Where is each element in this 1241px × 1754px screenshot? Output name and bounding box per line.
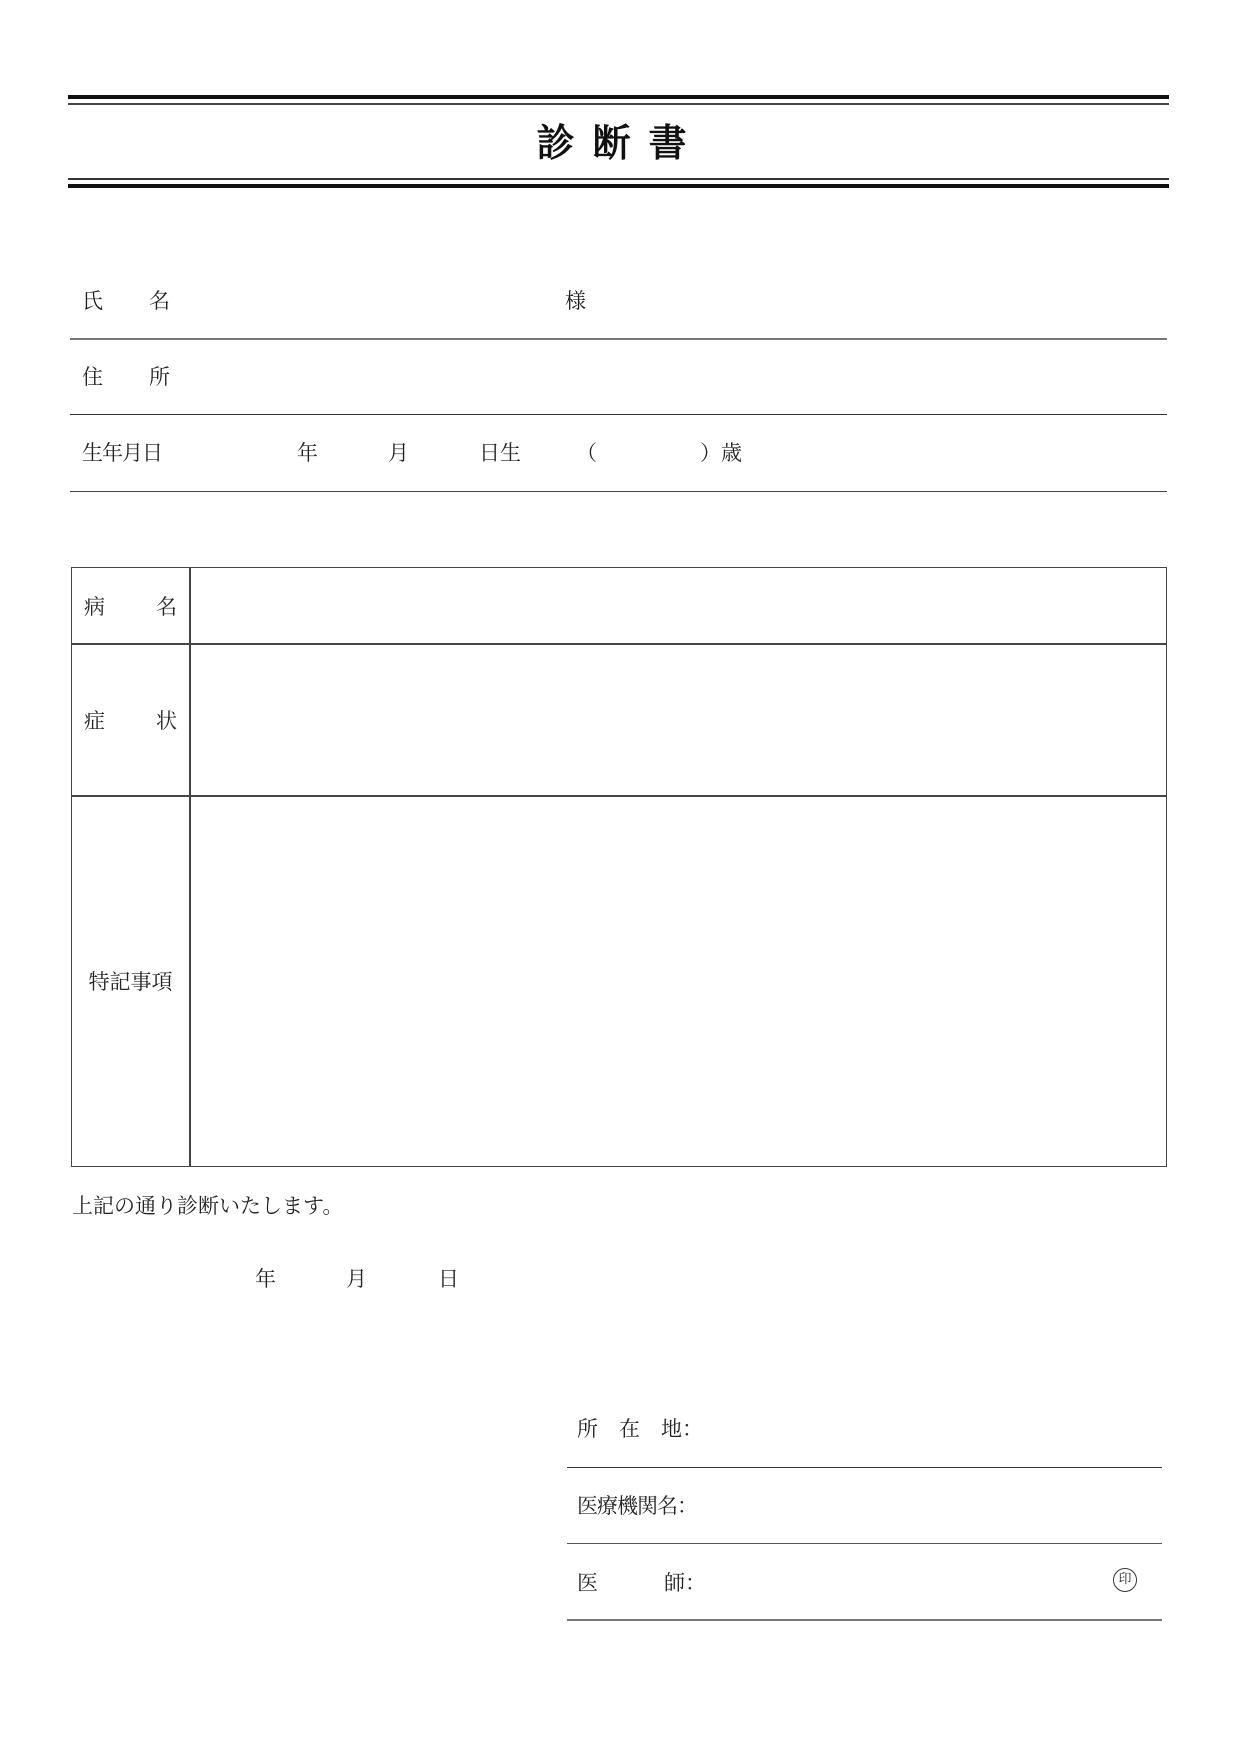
doctor-underline (567, 1619, 1162, 1621)
dob-month-input[interactable] (325, 432, 389, 470)
issue-year-input[interactable] (170, 1258, 259, 1296)
issue-month-input[interactable] (285, 1258, 349, 1296)
doctor-label-1: 医 (577, 1571, 598, 1595)
disease-name-label (72, 568, 189, 644)
name-row-underline (70, 338, 1167, 340)
institution-underline (567, 1543, 1162, 1544)
disease-name-input[interactable] (191, 570, 1166, 646)
location-input[interactable] (715, 1408, 1159, 1446)
header-rule-top-thin (68, 103, 1169, 105)
symptoms-label-1: 症 (84, 709, 105, 733)
name-suffix: 様 (565, 289, 586, 313)
location-label: 所 在 地： (577, 1417, 703, 1441)
location-underline (567, 1467, 1162, 1468)
address-label-2: 所 (149, 365, 170, 389)
patient-address-input[interactable] (200, 356, 1154, 394)
dob-year-unit: 年 (297, 441, 318, 465)
name-label-2: 名 (149, 289, 170, 313)
header-rule-bottom-thick (68, 184, 1169, 188)
dob-label: 生年月日 (82, 441, 162, 465)
doctor-label-2: 師： (664, 1571, 706, 1595)
issue-year-unit: 年 (255, 1267, 276, 1291)
seal-mark-icon: 印 (1113, 1568, 1137, 1592)
institution-input[interactable] (715, 1485, 1159, 1523)
special-notes-label (72, 797, 189, 1165)
age-close-unit: ）歳 (700, 441, 742, 465)
patient-name-input[interactable] (200, 280, 554, 318)
symptoms-label-2: 状 (156, 709, 177, 733)
doctor-name-input[interactable] (715, 1562, 1099, 1600)
issue-month-unit: 月 (346, 1267, 367, 1291)
special-notes-input[interactable] (191, 799, 1166, 1167)
diagnosis-statement: 上記の通り診断いたします。 (72, 1194, 344, 1218)
disease-name-label-1: 病 (84, 595, 105, 619)
dob-day-input[interactable] (415, 432, 479, 470)
header-rule-bottom-thin (68, 178, 1169, 180)
document-title: 診断書 (536, 121, 705, 165)
symptoms-label (72, 645, 189, 795)
diagnosis-table (71, 567, 1167, 1167)
address-row-underline (70, 414, 1167, 415)
institution-label: 医療機関名： (577, 1494, 697, 1518)
header-rule-top-thick (68, 95, 1169, 99)
address-label-1: 住 (82, 365, 103, 389)
dob-day-unit: 日生 (479, 441, 521, 465)
dob-row-underline (70, 491, 1167, 492)
age-input[interactable] (605, 432, 704, 470)
age-open-paren: （ (576, 441, 597, 465)
dob-year-input[interactable] (200, 432, 294, 470)
name-label-1: 氏 (82, 289, 103, 313)
issue-day-input[interactable] (375, 1258, 439, 1296)
special-notes-label-text: 特記事項 (88, 970, 173, 994)
issue-day-unit: 日 (438, 1267, 459, 1291)
symptoms-input[interactable] (191, 647, 1166, 797)
disease-name-label-2: 名 (156, 595, 177, 619)
dob-month-unit: 月 (388, 441, 409, 465)
